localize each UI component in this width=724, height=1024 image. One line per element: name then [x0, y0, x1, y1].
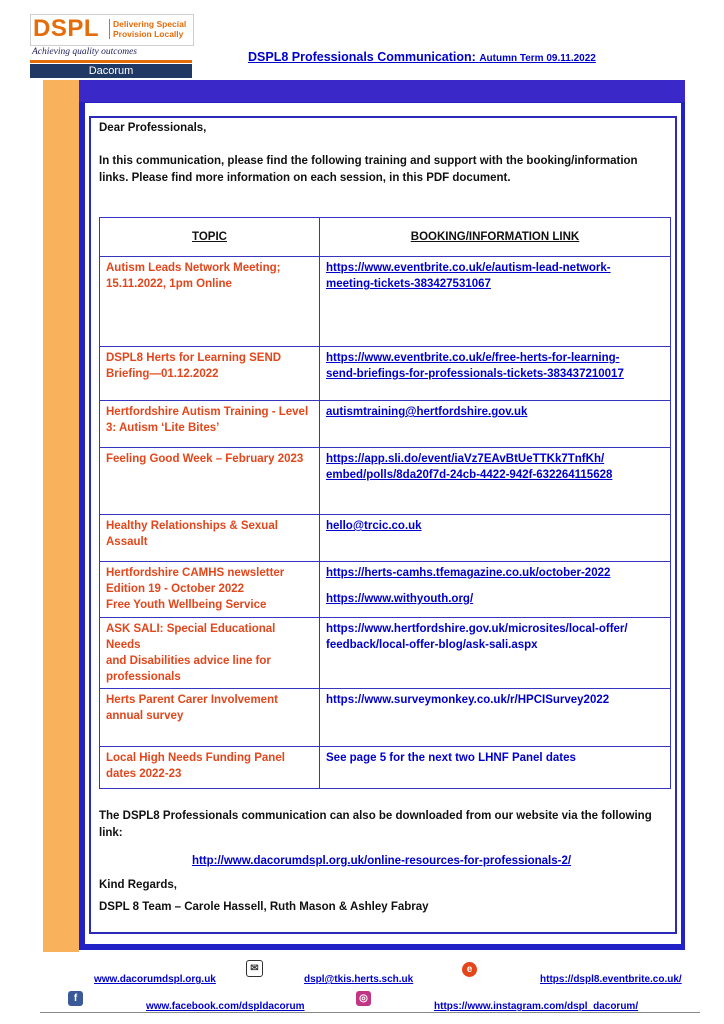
topic-line: Briefing—01.12.2022: [106, 368, 219, 380]
topic-cell: [100, 448, 320, 515]
website-resources-link[interactable]: http://www.dacorumdspl.org.uk/online-resources-for-professionals-2/: [191, 855, 572, 867]
intro-paragraph: In this communication, please find the following training and support with the booking/information links. Please find more information on each session, in this PDF document.: [99, 155, 638, 184]
booking-link[interactable]: feedback/local-offer-blog/ask-sali.aspx: [326, 639, 538, 651]
topic-line: Local High Needs Funding Panel: [106, 752, 285, 764]
footer-rule: [40, 1012, 700, 1013]
link-cell: [320, 448, 671, 515]
table-row: [100, 347, 671, 401]
topic-line: Hertfordshire CAMHS newsletter: [106, 567, 285, 579]
table-row: [100, 448, 671, 515]
info-text: See page 5 for the next two LHNF Panel dates: [326, 752, 576, 764]
topic-cell: [100, 401, 320, 448]
logo-tagline-line-1: Delivering Special: [113, 19, 187, 29]
booking-link[interactable]: autismtraining@hertfordshire.gov.uk: [326, 406, 528, 418]
booking-link[interactable]: https://www.hertfordshire.gov.uk/microsites/local-offer/: [326, 623, 628, 635]
topic-line: DSPL8 Herts for Learning SEND: [106, 352, 282, 364]
blue-frame-top-band: [79, 80, 685, 102]
topic-cell: [100, 689, 320, 747]
header-topic: TOPIC: [100, 218, 320, 257]
topic-line: Feeling Good Week – February 2023: [106, 453, 304, 465]
page-title-date: Autumn Term 09.11.2022: [479, 53, 596, 64]
link-cell: [320, 562, 671, 618]
logo-tagline: [109, 19, 186, 39]
logo-tagline-line-2: Provision Locally: [113, 29, 184, 39]
link-cell: [320, 747, 671, 789]
link-cell: [320, 347, 671, 401]
booking-link[interactable]: https://www.withyouth.org/: [326, 593, 474, 605]
training-table: [99, 217, 671, 789]
kind-regards: Kind Regards,: [99, 879, 177, 891]
eventbrite-icon: e: [462, 962, 477, 977]
table-header-row: [100, 218, 671, 257]
topic-cell: [100, 747, 320, 789]
booking-link[interactable]: hello@trcic.co.uk: [326, 520, 422, 532]
topic-line: and Disabilities advice line for: [106, 655, 271, 667]
booking-link[interactable]: meeting-tickets-383427531067: [326, 278, 491, 290]
page-title: [248, 50, 596, 64]
booking-link[interactable]: https://app.sli.do/event/iaVz7EAvBtUeTTKk7TnfKh/: [326, 453, 605, 465]
booking-link[interactable]: https://www.eventbrite.co.uk/e/autism-lead-network-: [326, 262, 611, 274]
orange-side-strip: [43, 80, 79, 952]
topic-cell: [100, 562, 320, 618]
logo-area-bar: Dacorum: [30, 64, 192, 78]
topic-line: Healthy Relationships & Sexual: [106, 520, 278, 532]
booking-link[interactable]: https://www.eventbrite.co.uk/e/free-herts-for-learning-: [326, 352, 620, 364]
logo-brand: DSPL: [33, 15, 100, 42]
footer-email-link[interactable]: dspl@tkis.herts.sch.uk: [304, 974, 414, 985]
footer-eventbrite-link[interactable]: https://dspl8.eventbrite.co.uk/: [540, 974, 682, 985]
footer-instagram-link[interactable]: https://www.instagram.com/dspl_dacorum/: [434, 1001, 639, 1012]
topic-line: Hertfordshire Autism Training - Level: [106, 406, 309, 418]
footer-facebook-link[interactable]: www.facebook.com/dspldacorum: [146, 1001, 305, 1012]
table-row: [100, 401, 671, 448]
header-link: BOOKING/INFORMATION LINK: [320, 218, 671, 257]
topic-cell: [100, 257, 320, 347]
topic-line: 3: Autism ‘Lite Bites’: [106, 422, 220, 434]
topic-line: professionals: [106, 671, 181, 683]
email-icon: ✉: [246, 960, 263, 977]
link-cell: [320, 515, 671, 562]
topic-line: 15.11.2022, 1pm Online: [106, 278, 232, 290]
link-cell: [320, 689, 671, 747]
topic-cell: [100, 618, 320, 689]
link-cell: [320, 618, 671, 689]
topic-line: Assault: [106, 536, 148, 548]
team-signoff: DSPL 8 Team – Carole Hassell, Ruth Mason & Ashley Fabray: [99, 901, 429, 913]
topic-line: annual survey: [106, 710, 184, 722]
logo-box: [30, 14, 194, 46]
topic-line: ASK SALI: Special Educational Needs: [106, 623, 276, 651]
table-row: [100, 257, 671, 347]
table-row: [100, 515, 671, 562]
greeting: Dear Professionals,: [99, 122, 207, 134]
booking-link[interactable]: embed/polls/8da20f7d-24cb-4422-942f-632264115628: [326, 469, 613, 481]
instagram-icon: ◎: [356, 991, 371, 1006]
table-row: [100, 618, 671, 689]
topic-cell: [100, 347, 320, 401]
topic-line: Free Youth Wellbeing Service: [106, 599, 267, 611]
topic-line: Edition 19 - October 2022: [106, 583, 245, 595]
link-cell: [320, 401, 671, 448]
table-row: [100, 689, 671, 747]
facebook-icon: f: [68, 991, 83, 1006]
booking-link[interactable]: https://www.surveymonkey.co.uk/r/HPCISurvey2022: [326, 694, 610, 706]
topic-line: dates 2022-23: [106, 768, 182, 780]
logo-subtitle: Achieving quality outcomes: [32, 47, 137, 57]
link-cell: [320, 257, 671, 347]
download-note: The DSPL8 Professionals communication can also be downloaded from our website via the following link:: [99, 810, 652, 839]
booking-link[interactable]: send-briefings-for-professionals-tickets-383437210017: [326, 368, 624, 380]
logo-divider: [30, 60, 192, 63]
topic-line: Herts Parent Carer Involvement: [106, 694, 278, 706]
footer-website-link[interactable]: www.dacorumdspl.org.uk: [94, 974, 216, 985]
topic-line: Autism Leads Network Meeting;: [106, 262, 281, 274]
table-row: [100, 562, 671, 618]
page-title-text: DSPL8 Professionals Communication:: [248, 50, 476, 64]
booking-link[interactable]: https://herts-camhs.tfemagazine.co.uk/october-2022: [326, 567, 611, 579]
table-row: [100, 747, 671, 789]
topic-cell: [100, 515, 320, 562]
link-spacer: [326, 581, 664, 591]
